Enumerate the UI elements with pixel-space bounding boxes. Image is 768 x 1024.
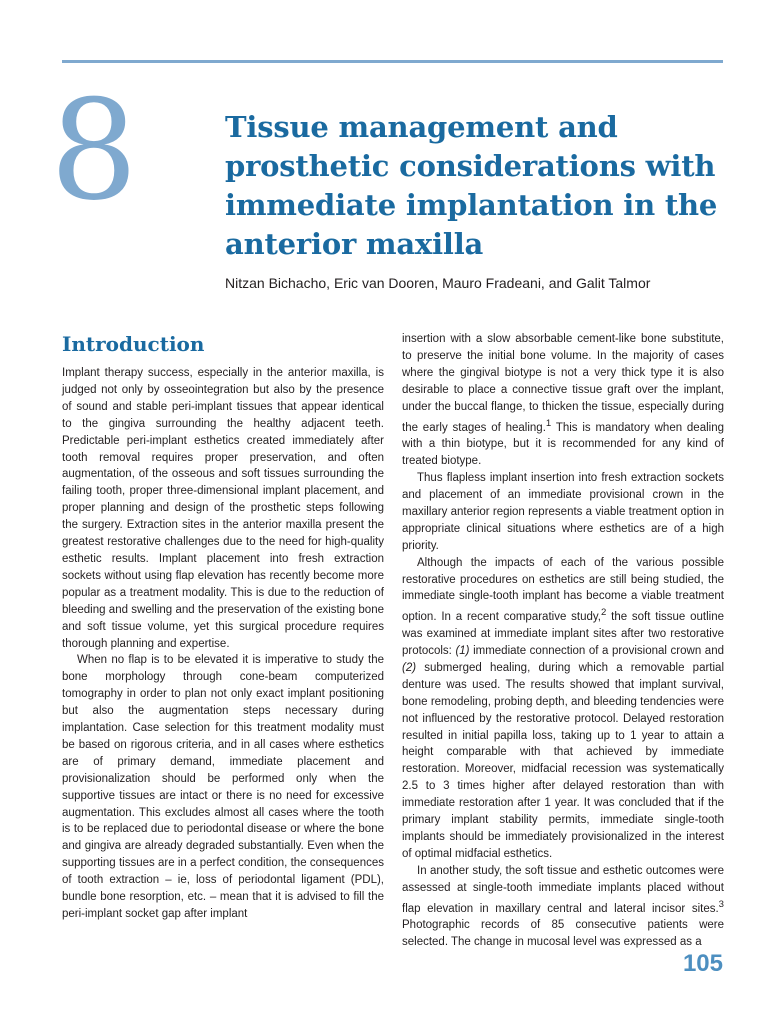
reference-1: 1: [545, 417, 552, 429]
right-paragraph-3-c: immediate connection of a provisional crown and: [469, 644, 724, 657]
protocol-2-marker: (2): [402, 661, 417, 674]
left-paragraph-2: When no flap is to be elevated it is imperative to study the bone morphology through cone-beam computerized tomography in order to plan not only exact implant positioning but also the augmentation steps necessary during implantation. Case selection for this treatment modality must be based on rigorous criteria, and in all cases where esthetics are of primary demand, immediate placement and provisionalization should be performed only when the supportive tissues are intact or there is no need for excessive augmentation. This excludes almost all cases where the tooth is to be replaced due to periodontal disease or where the bone and gingiva are already degraded substantially. Even when the supporting tissues are in a perfect condition, the consequences of tooth extraction – ie, loss of periodontal ligament (PDL), bundle bone resorption, etc. – mean that it is advised to fill the peri-implant socket gap after implant: [62, 654, 384, 920]
right-paragraph-1-tail: This is mandatory when dealing with a thin biotype, but it is recommended for any kind of treated biotype.: [402, 421, 725, 468]
chapter-number: 8: [50, 70, 138, 231]
page-number: 105: [682, 950, 723, 977]
right-column: [402, 331, 724, 951]
right-paragraph-4-a: In another study, the soft tissue and esthetic outcomes were assessed at single-tooth immediate implants placed without flap elevation in maxillary central and lateral incisor sites.: [402, 864, 724, 915]
header-rule: [62, 60, 723, 63]
left-paragraph-1: Implant therapy success, especially in the anterior maxilla, is judged not only by osseointegration but also by the presence of sound and stable peri-implant tissues that appear identical to the gingiva surrounding the healthy adjacent teeth. Predictable peri-implant esthetics created immediately after tooth removal requires proper preservation, and often augmentation, of the osseous and soft tissues surrounding the failing tooth, proper three-dimensional implant placement, and proper planning and design of the prosthetic steps following the surgery. Extraction sites in the anterior maxilla present the greatest restorative challenges due to the need for high-quality esthetic results. Implant placement into fresh extraction sockets without using flap elevation has recently become more popular as a treatment modality. This is due to the reduction of bleeding and swelling and the preservation of the existing bone and soft tissue volume, yet this surgical procedure requires thorough planning and expertise.: [62, 367, 384, 650]
section-heading: Introduction: [62, 332, 205, 356]
reference-2: 2: [600, 607, 607, 619]
right-paragraph-1-text: insertion with a slow absorbable cement-like bone substitute, to preserve the initial bone volume. In the majority of cases where the gingival biotype is not a very thick type it is also desirable to place a connective tissue graft over the implant, under the buccal flange, to thicken the tissue, especially during the early stages of healing.: [402, 333, 724, 434]
reference-3: 3: [718, 898, 724, 910]
chapter-authors: Nitzan Bichacho, Eric van Dooren, Mauro Fradeani, and Galit Talmor: [225, 275, 651, 291]
right-paragraph-3: [402, 555, 724, 863]
right-paragraph-1: [402, 331, 724, 470]
right-paragraph-2: Thus flapless implant insertion into fresh extraction sockets and placement of an immediate provisional crown in the maxillary anterior region represents a viable treatment option in appropriate clinical situations where esthetics are of a high priority.: [402, 472, 724, 552]
protocol-1-marker: (1): [455, 644, 470, 657]
right-paragraph-3-a: Although the impacts of each of the various possible restorative procedures on esthetics are still being studied, the immediate single-tooth implant has become a viable treatment option. In a recent comparative study,: [402, 556, 724, 624]
chapter-title: Tissue management and prosthetic considerations with immediate implantation in the anterior maxilla: [225, 110, 718, 261]
right-paragraph-4: [402, 863, 724, 951]
right-paragraph-3-d: submerged healing, during which a removable partial denture was used. The results showed that implant survival, bone remodeling, probing depth, and bleeding tendencies were not influenced by the restorative protocol. Delayed restoration resulted in initial papilla loss, taking up to 1 year to attain a height comparable with that achieved by immediate restoration. Moreover, midfacial recession was systematically 2.5 to 3 times higher after delayed restoration than with immediate restoration after 1 year. It was concluded that if the primary implant stability permits, immediate single-tooth implants should be immediately provisionalized in the interest of optimal midfacial esthetics.: [402, 661, 724, 860]
left-column: [62, 365, 384, 923]
right-paragraph-3-b: the soft tissue outline was examined at immediate implant sites after two restorative protocols:: [402, 611, 724, 657]
right-paragraph-4-b: Photographic records of 85 consecutive patients were selected. The change in mucosal level was expressed as a: [402, 919, 724, 949]
